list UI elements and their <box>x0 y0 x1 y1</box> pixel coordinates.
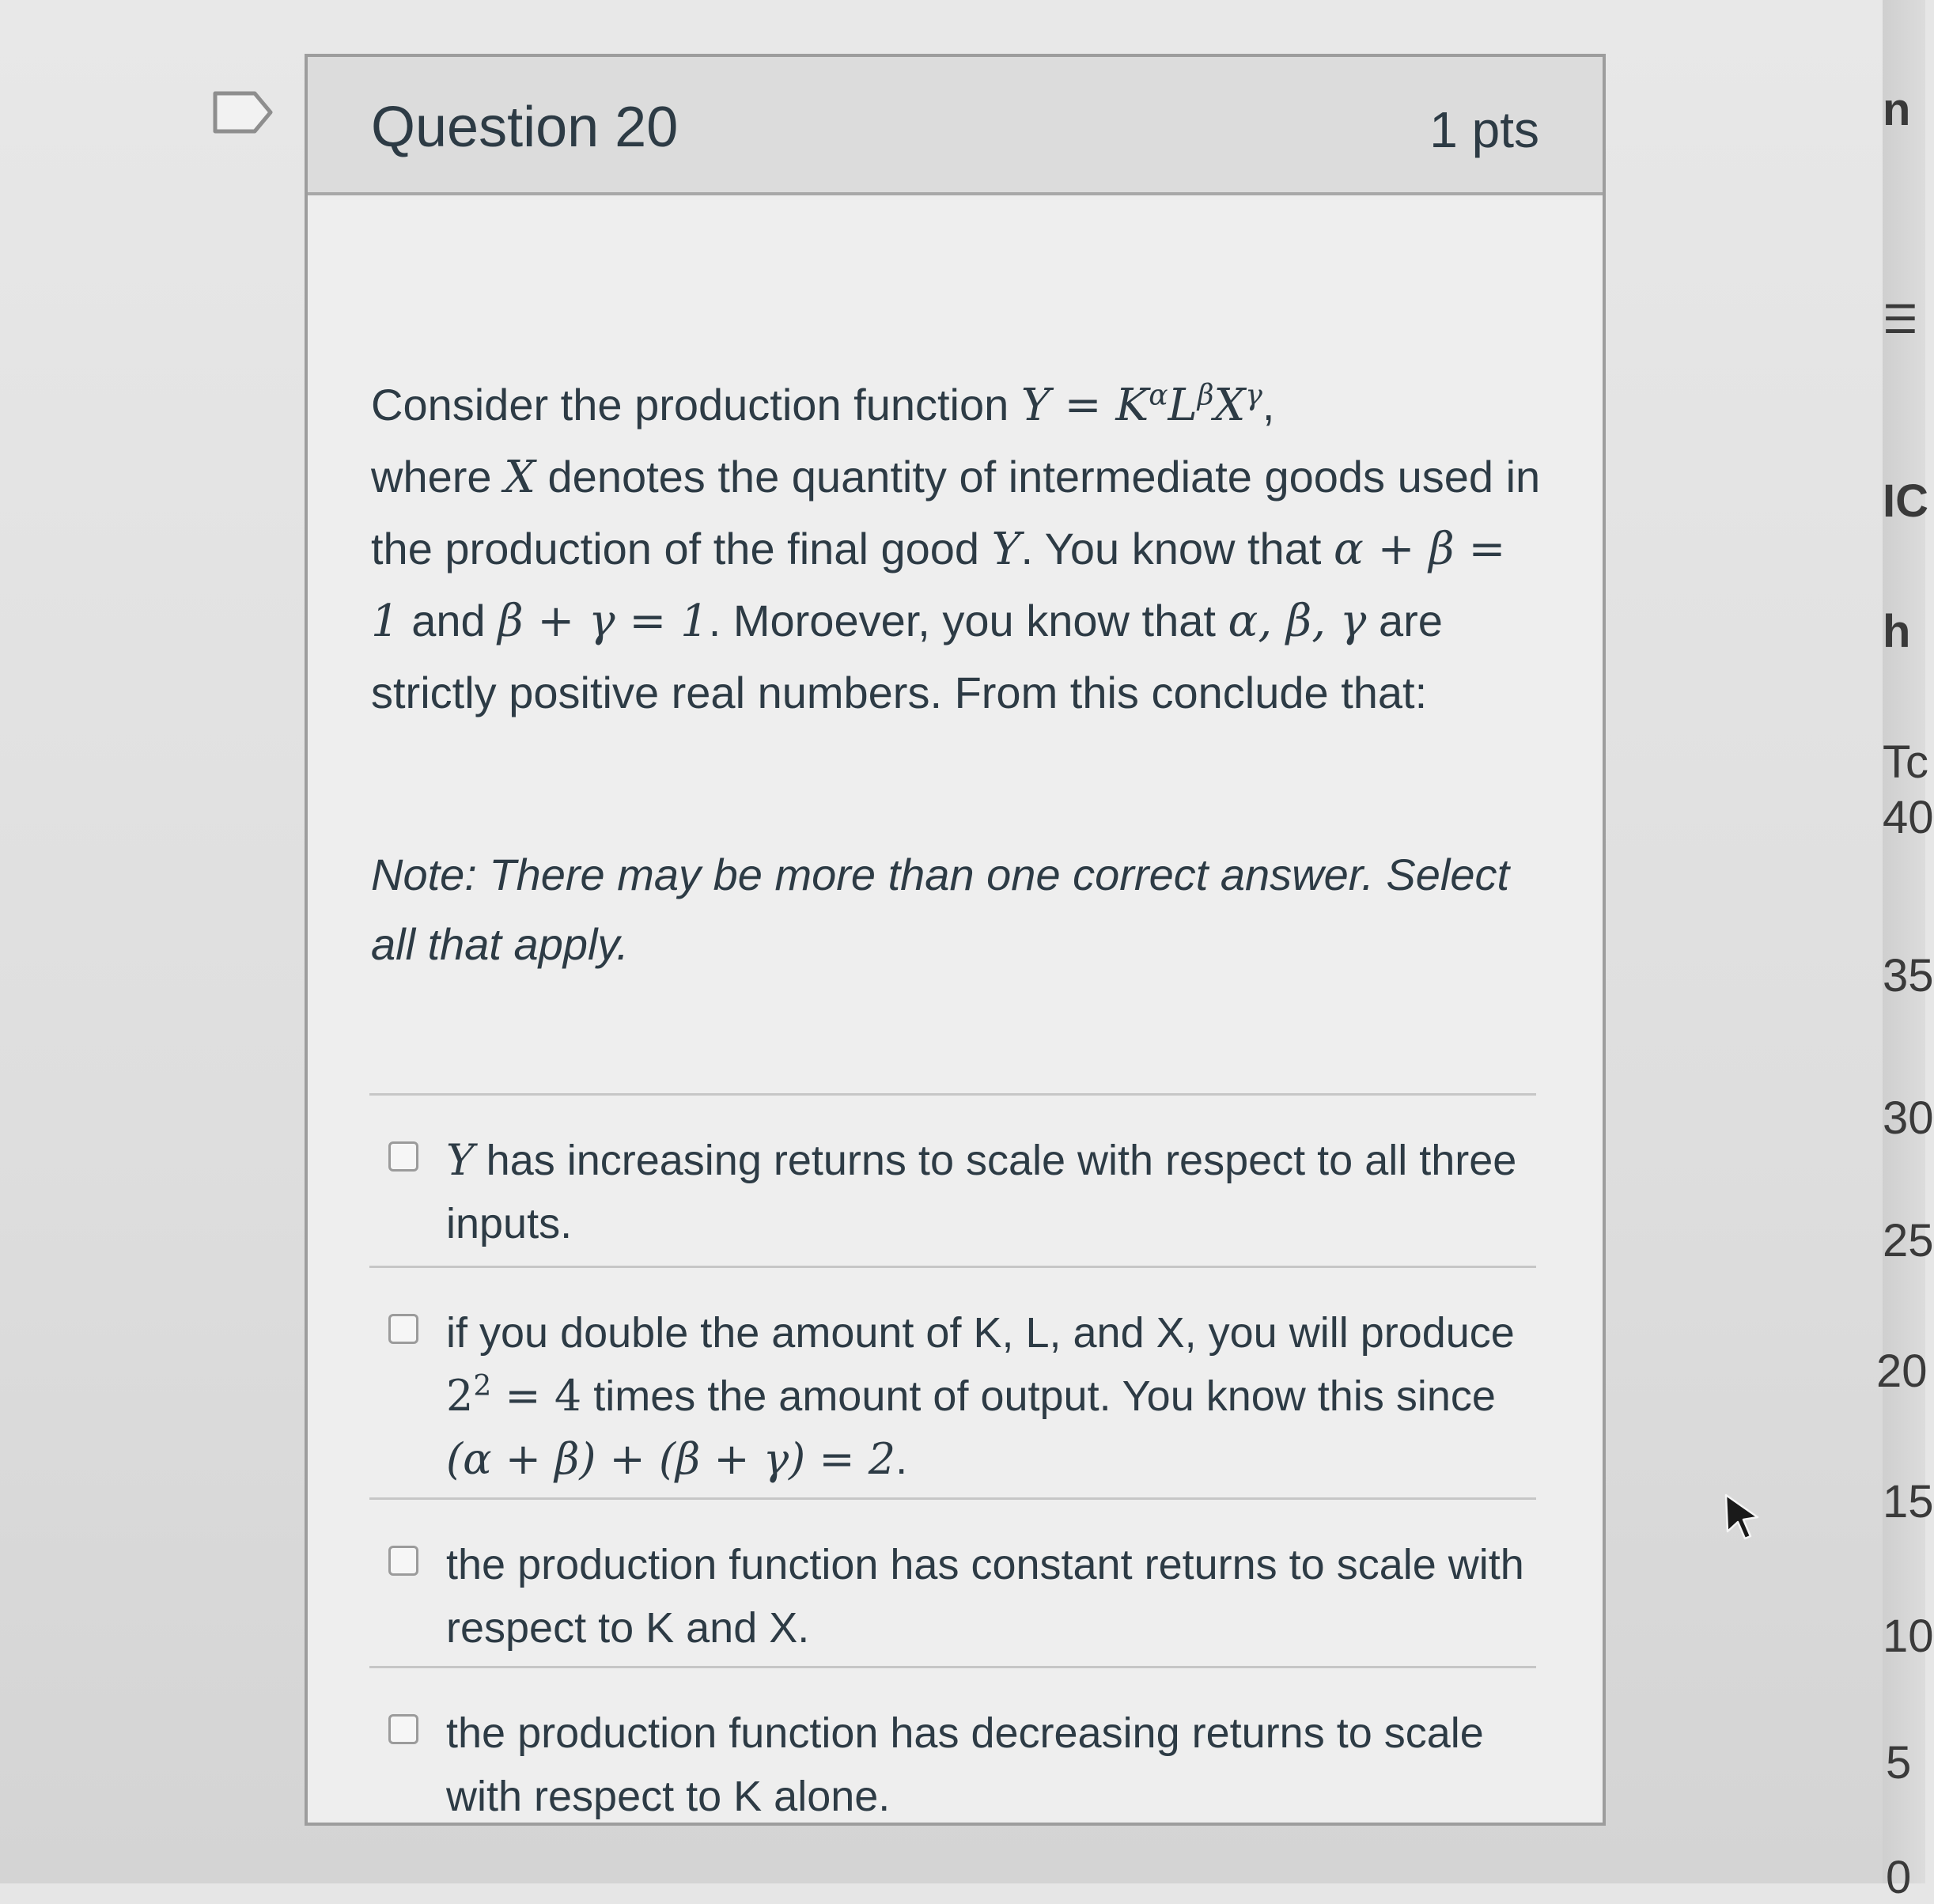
question-header <box>308 57 1603 195</box>
answer-option-4[interactable] <box>369 1668 1536 1834</box>
math-L: L <box>1168 380 1198 431</box>
answer-text: the production function has decreasing returns to scale with respect to K alone. <box>446 1709 1484 1820</box>
axis-tick: 35 <box>1883 950 1934 1001</box>
math-Y: Y <box>446 1135 475 1185</box>
math-params: α, β, γ <box>1228 596 1367 647</box>
answer-label <box>446 1129 1536 1255</box>
stem-text: . You know that <box>1020 524 1334 573</box>
sidebar-fragment: ☰ <box>1883 297 1918 342</box>
question-points: 1 pts <box>1429 101 1539 158</box>
axis-tick: 20 <box>1876 1346 1928 1397</box>
stem-text: where <box>371 452 505 502</box>
answer-text: has increasing returns to scale with respect to all three inputs. <box>446 1137 1517 1247</box>
stem-text: Consider the production function <box>371 380 1021 430</box>
axis-tick: 30 <box>1883 1092 1934 1144</box>
checkbox-icon[interactable] <box>388 1314 418 1344</box>
axis-tick: 15 <box>1883 1476 1934 1527</box>
stem-text: , <box>1262 380 1275 430</box>
sidebar-fragment: IC <box>1883 475 1928 527</box>
answer-text: . <box>895 1436 908 1483</box>
sidebar-fragment: n <box>1883 84 1911 135</box>
math-sum: (α + β) + (β + γ) = 2 <box>446 1434 896 1484</box>
answer-label <box>446 1301 1536 1491</box>
math-K: K <box>1115 380 1149 431</box>
answer-text: if you double the amount of K, L, and X, you will produce <box>446 1309 1515 1357</box>
stem-text: . Moroever, you know that <box>708 596 1228 645</box>
stem-text: and <box>399 596 498 645</box>
math-exponent: 2 <box>473 1370 492 1402</box>
exp-gamma: γ <box>1245 379 1262 412</box>
math-equals-4: = 4 <box>491 1371 582 1421</box>
question-card <box>305 54 1606 1826</box>
right-sidebar-cropped <box>1876 0 1934 1903</box>
answer-option-3[interactable] <box>369 1500 1536 1666</box>
flag-icon[interactable] <box>212 89 275 136</box>
axis-tick: 40 <box>1883 792 1934 843</box>
checkbox-icon[interactable] <box>388 1714 418 1744</box>
axis-tick: 0 <box>1886 1852 1912 1903</box>
axis-tick: 5 <box>1886 1737 1912 1789</box>
question-note: Note: There may be more than one correct answer. Select all that apply. <box>371 850 1510 969</box>
answer-option-2[interactable] <box>369 1268 1536 1497</box>
answer-text: times the amount of output. You know this since <box>581 1372 1496 1420</box>
checkbox-icon[interactable] <box>388 1141 418 1172</box>
sidebar-fragment: h <box>1883 606 1911 657</box>
math-X: X <box>504 452 536 503</box>
answer-text: the production function has constant returns to scale with respect to K and X. <box>446 1541 1524 1652</box>
axis-tick: 10 <box>1883 1611 1934 1662</box>
exp-beta: β <box>1197 379 1214 412</box>
stem-text: are strictly positive real numbers. From this conclude that: <box>371 596 1443 717</box>
answer-list <box>369 1093 1536 1834</box>
math-Y: Y <box>1020 380 1050 431</box>
checkbox-icon[interactable] <box>388 1546 418 1576</box>
question-title: Question 20 <box>371 96 679 159</box>
math-condition-1: α + β = 1 <box>371 524 1506 647</box>
sidebar-fragment: Tc <box>1883 736 1928 788</box>
answer-option-1[interactable] <box>369 1096 1536 1266</box>
question-text <box>371 369 1542 729</box>
exp-alpha: α <box>1149 379 1168 412</box>
axis-tick: 25 <box>1883 1215 1934 1266</box>
math-base: 2 <box>446 1371 474 1421</box>
math-X: X <box>1213 380 1246 431</box>
math-condition-2: β + γ = 1 <box>498 596 709 647</box>
mouse-cursor-icon <box>1723 1493 1762 1541</box>
math-equals: = <box>1050 380 1116 431</box>
stem-text: denotes the quantity of intermediate goods used in the production of the final good <box>371 452 1541 573</box>
math-Y: Y <box>991 524 1021 575</box>
